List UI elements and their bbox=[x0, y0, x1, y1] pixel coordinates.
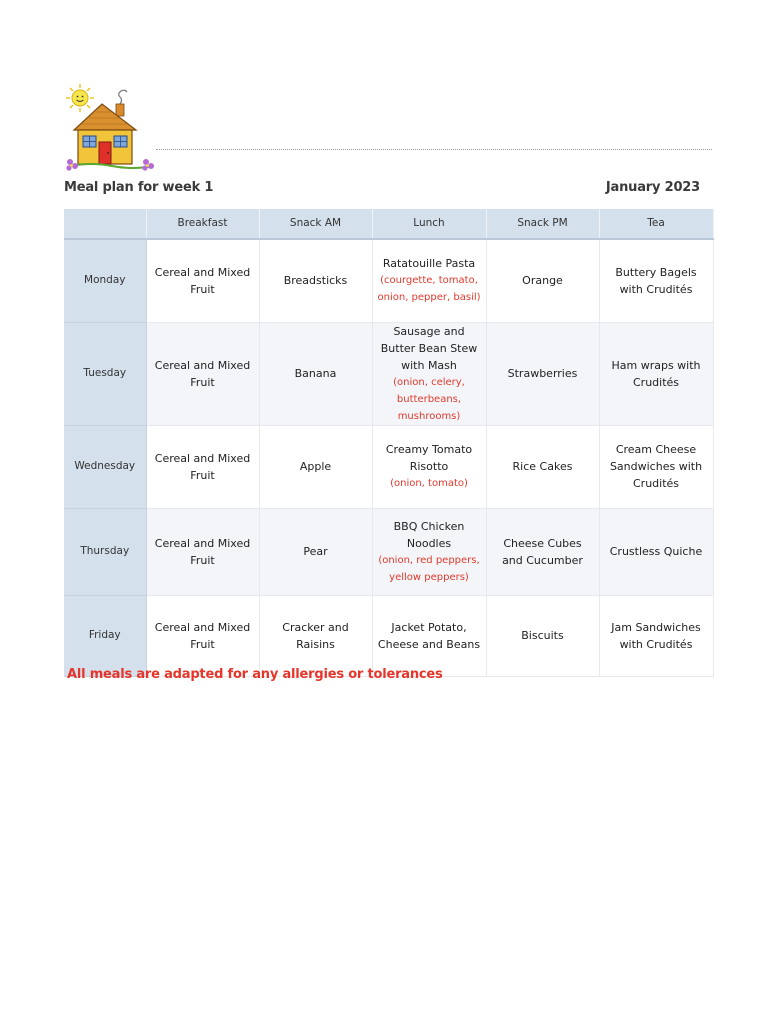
week-title: Meal plan for week 1 bbox=[64, 180, 214, 195]
column-header-day bbox=[64, 209, 146, 239]
lunch-ingredients-note: (onion, red peppers, yellow peppers) bbox=[378, 554, 480, 583]
month-title: January 2023 bbox=[605, 180, 700, 195]
snack-pm-cell: Biscuits bbox=[486, 595, 599, 676]
lunch-cell bbox=[372, 322, 486, 425]
lunch-cell bbox=[372, 425, 486, 508]
column-header-lunch: Lunch bbox=[372, 209, 486, 239]
lunch-ingredients-note: (onion, celery, butterbeans, mushrooms) bbox=[393, 376, 465, 422]
column-header-snack-am: Snack AM bbox=[259, 209, 372, 239]
table-row bbox=[64, 595, 713, 676]
lunch-cell bbox=[372, 239, 486, 322]
column-header-snack-pm: Snack PM bbox=[486, 209, 599, 239]
lunch-ingredients-note: (courgette, tomato, onion, pepper, basil) bbox=[377, 275, 481, 304]
snack-pm-cell: Orange bbox=[486, 239, 599, 322]
header-divider bbox=[156, 149, 712, 150]
tea-cell: Ham wraps with Crudités bbox=[599, 322, 713, 425]
snack-am-cell: Banana bbox=[259, 322, 372, 425]
tea-cell: Cream Cheese Sandwiches with Crudités bbox=[599, 425, 713, 508]
lunch-dish: Creamy Tomato Risotto bbox=[385, 443, 473, 473]
breakfast-cell: Cereal and Mixed Fruit bbox=[146, 508, 259, 595]
tea-cell: Buttery Bagels with Crudités bbox=[599, 239, 713, 322]
allergy-note: All meals are adapted for any allergies or tolerances bbox=[67, 667, 443, 682]
table-row bbox=[64, 508, 713, 595]
column-header-tea: Tea bbox=[599, 209, 713, 239]
breakfast-cell: Cereal and Mixed Fruit bbox=[146, 595, 259, 676]
lunch-dish: Sausage and Butter Bean Stew with Mash bbox=[380, 324, 478, 372]
day-label: Tuesday bbox=[64, 322, 146, 425]
lunch-dish: Jacket Potato, Cheese and Beans bbox=[377, 620, 481, 651]
day-label: Monday bbox=[64, 239, 146, 322]
lunch-ingredients-note: (onion, tomato) bbox=[390, 478, 468, 489]
day-label: Friday bbox=[64, 595, 146, 676]
snack-am-cell: Apple bbox=[259, 425, 372, 508]
table-header-row bbox=[64, 209, 713, 239]
lunch-cell bbox=[372, 508, 486, 595]
breakfast-cell: Cereal and Mixed Fruit bbox=[146, 322, 259, 425]
column-header-breakfast: Breakfast bbox=[146, 209, 259, 239]
snack-pm-cell: Strawberries bbox=[486, 322, 599, 425]
table-row bbox=[64, 239, 713, 322]
lunch-dish: BBQ Chicken Noodles bbox=[393, 519, 465, 550]
breakfast-cell: Cereal and Mixed Fruit bbox=[146, 239, 259, 322]
meal-plan-table bbox=[64, 209, 714, 677]
day-label: Wednesday bbox=[64, 425, 146, 508]
breakfast-cell: Cereal and Mixed Fruit bbox=[146, 425, 259, 508]
snack-pm-cell: Rice Cakes bbox=[486, 425, 599, 508]
snack-am-cell: Cracker and Raisins bbox=[259, 595, 372, 676]
snack-am-cell: Pear bbox=[259, 508, 372, 595]
tea-cell: Crustless Quiche bbox=[599, 508, 713, 595]
table-row bbox=[64, 425, 713, 508]
snack-pm-cell: Cheese Cubes and Cucumber bbox=[486, 508, 599, 595]
snack-am-cell: Breadsticks bbox=[259, 239, 372, 322]
table-row bbox=[64, 322, 713, 425]
tea-cell: Jam Sandwiches with Crudités bbox=[599, 595, 713, 676]
day-label: Thursday bbox=[64, 508, 146, 595]
house-sun-logo-icon bbox=[62, 82, 158, 174]
lunch-cell bbox=[372, 595, 486, 676]
lunch-dish: Ratatouille Pasta bbox=[382, 257, 476, 271]
